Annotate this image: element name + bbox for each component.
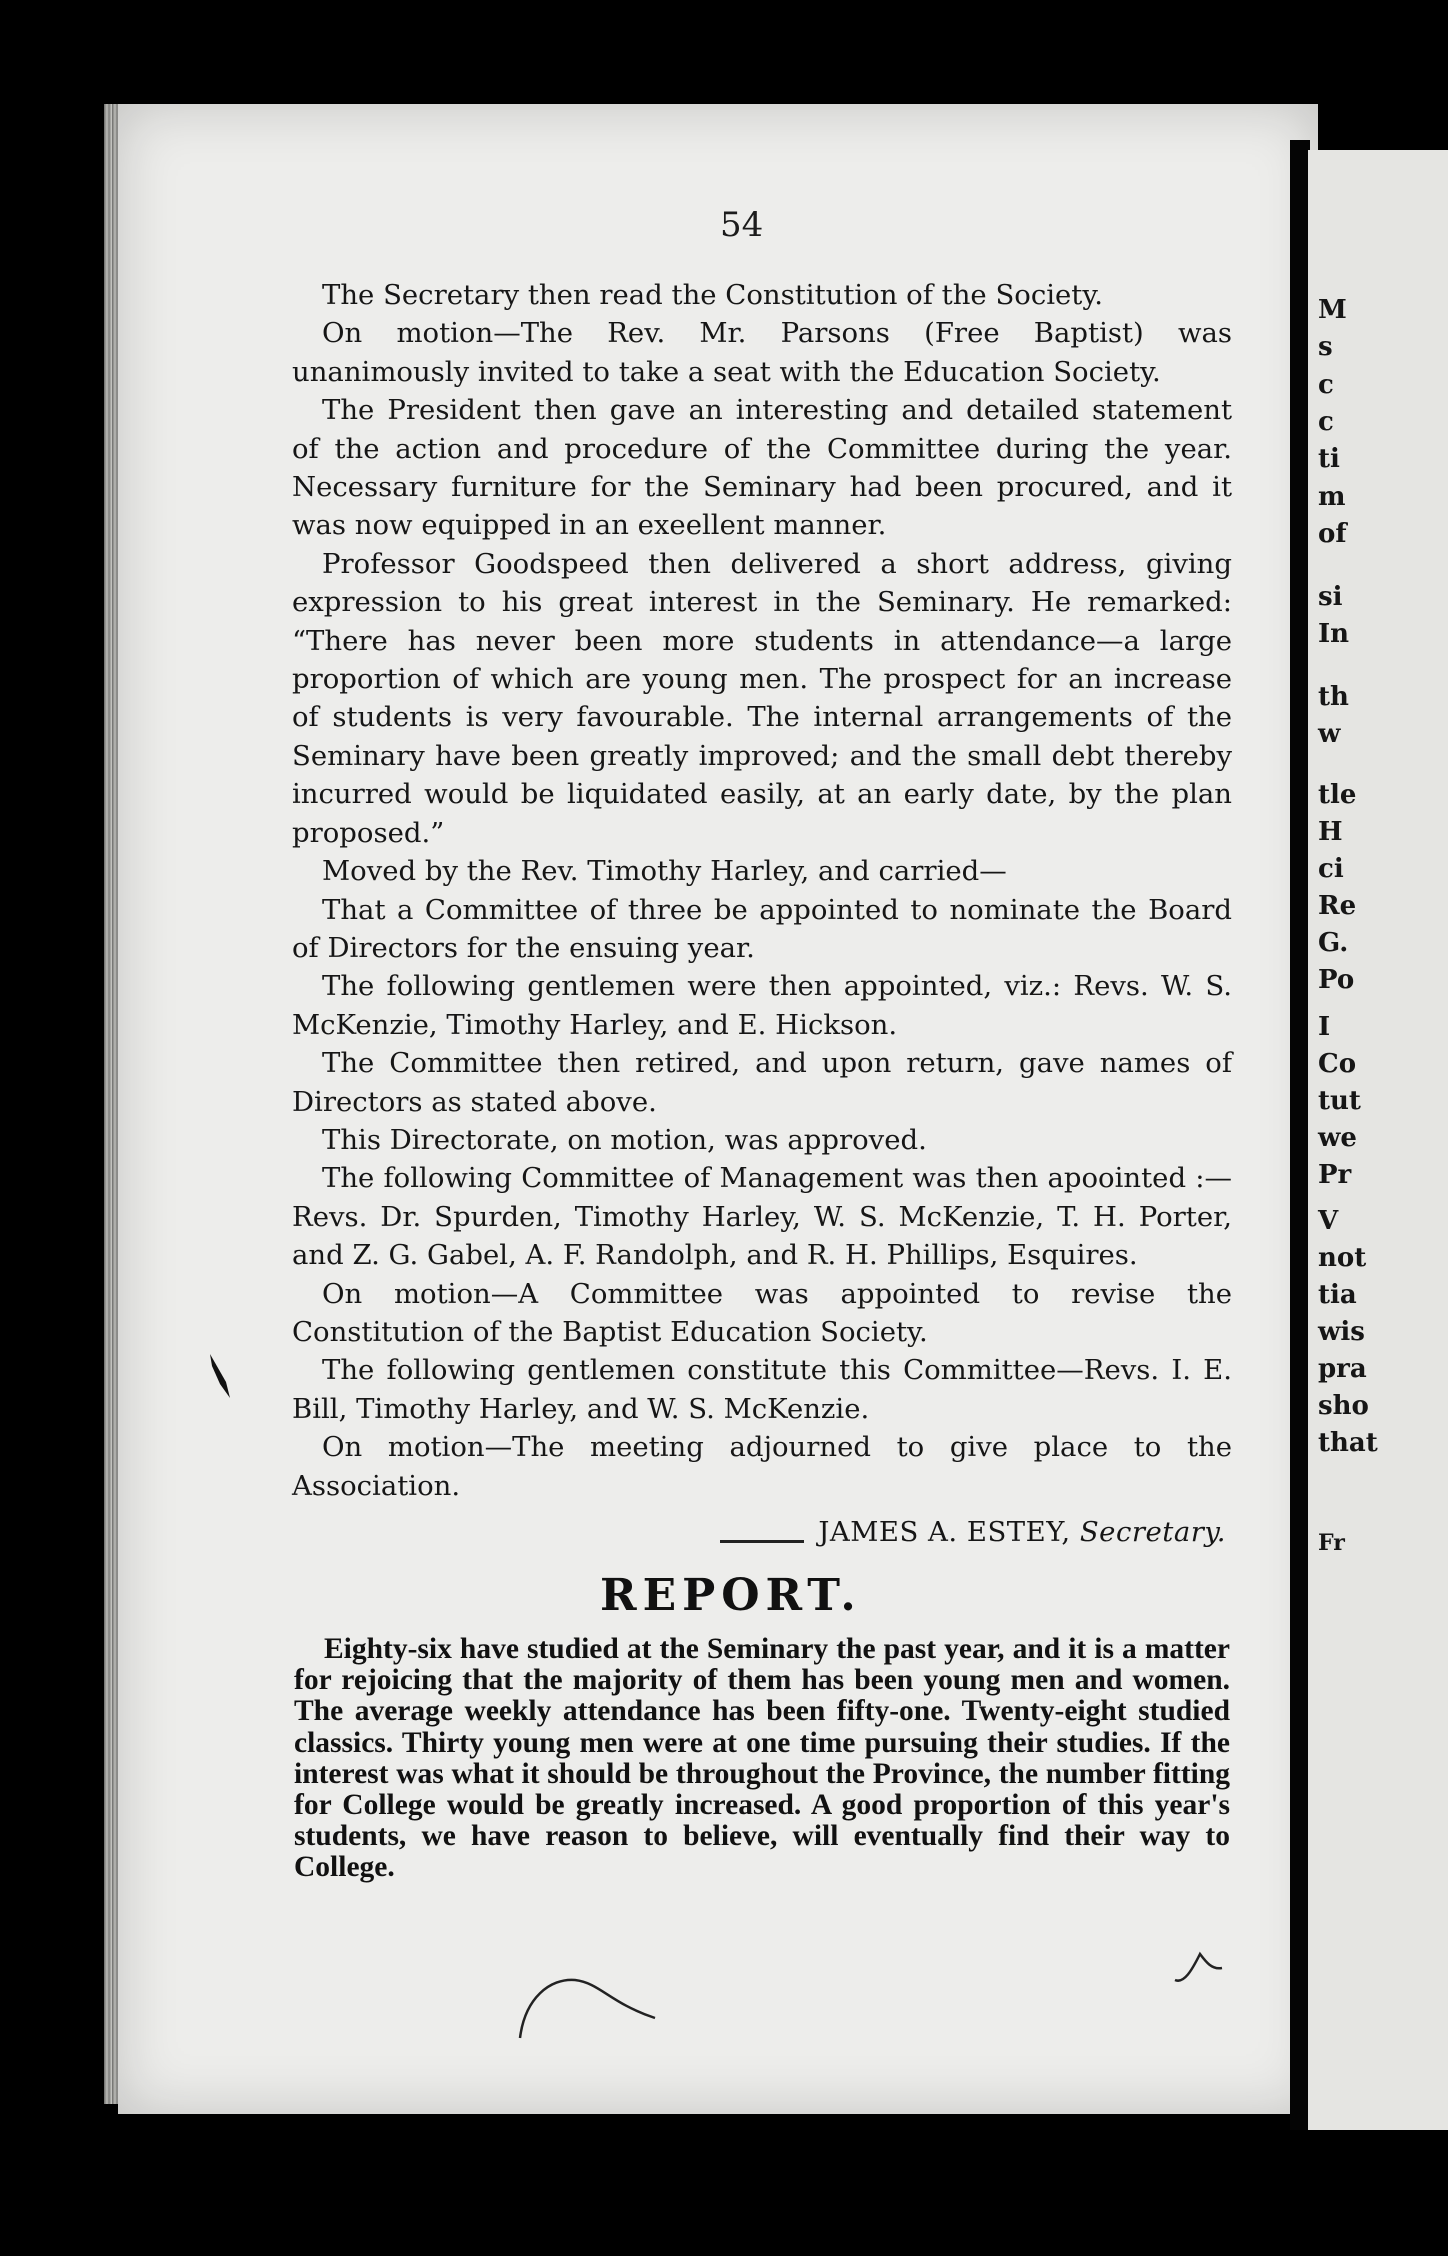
ink-mark [206, 1352, 236, 1402]
right-page-text: tia [1318, 1280, 1357, 1310]
paragraph: The following gentlemen constitute this Committee—Revs. I. E. Bill, Timothy Harley, and W. S. McKenzie. [292, 1354, 1232, 1425]
paragraph: The following Committee of Management was then apoointed :—Revs. Dr. Spurden, Timothy Harley, W. S. McKenzie, T. H. Porter, and Z. G. Gabel, A. F. Randolph, and R. H. Phillips, Esquires. [292, 1162, 1232, 1272]
signature [292, 1513, 1232, 1551]
paragraph: Professor Goodspeed then delivered a short address, giving expression to his great interest in the Seminary. He remarked: “There has never been more students in attendance—a large proportion of which are young men. The prospect for an increase of students is very favourable. The internal arrangements of the Seminary have been greatly improved; and the small debt thereby incurred would be liquidated easily, at an early date, by the plan proposed.” [292, 547, 1232, 849]
right-page-text: w [1318, 719, 1341, 749]
right-page-text: ti [1318, 444, 1340, 474]
right-page-text: Re [1318, 891, 1357, 921]
right-page-text: tle [1318, 780, 1357, 810]
right-page-text: Co [1318, 1049, 1357, 1079]
paragraph: On motion—A Committee was appointed to revise the Constitution of the Baptist Education Society. [292, 1277, 1232, 1348]
signature-title: Secretary. [1079, 1516, 1226, 1548]
report-paragraph: Eighty-six have studied at the Seminary the past year, and it is a matter for rejoicing that the majority of them has been young men and women. The average weekly attendance has been fifty-one. Twenty-eight studied classics. Thirty young men were at one time pursuing their studies. If the interest was what it should be throughout the Province, the number fitting for College would be greatly increased. A good proportion of this year's students, we have reason to believe, will eventually find their way to College. [294, 1633, 1230, 1884]
right-page-text: we [1318, 1123, 1357, 1153]
paragraph: The following gentlemen were then appointed, viz.: Revs. W. S. McKenzie, Timothy Harley, and E. Hickson. [292, 970, 1232, 1041]
paragraph: The Secretary then read the Constitution of the Society. [322, 279, 1103, 311]
right-page-text: not [1318, 1243, 1367, 1273]
right-page-fragment [1308, 150, 1448, 2130]
right-page-text: pra [1318, 1354, 1367, 1384]
right-page-text: c [1318, 407, 1334, 437]
paragraph: The Committee then retired, and upon return, gave names of Directors as stated above. [292, 1047, 1232, 1118]
paragraph: The President then gave an interesting and detailed statement of the action and procedure of the Committee during the year. Necessary furniture for the Seminary had been procured, and it was now equipped in an exeellent manner. [292, 394, 1232, 542]
book-gutter [1290, 140, 1310, 2130]
right-page-text: Pr [1318, 1160, 1352, 1190]
right-page-text: th [1318, 682, 1349, 712]
right-page-text: m [1318, 482, 1346, 512]
right-page-text: c [1318, 370, 1334, 400]
right-page-text: si [1318, 582, 1343, 612]
paragraph: This Directorate, on motion, was approved. [322, 1123, 927, 1156]
right-page-text: V [1318, 1206, 1339, 1236]
paragraph: Moved by the Rev. Timothy Harley, and carried— [322, 855, 1007, 888]
right-page-text: Fr [1318, 1530, 1345, 1556]
right-page-text: tut [1318, 1086, 1361, 1116]
paragraph: That a Committee of three be appointed to nominate the Board of Directors for the ensuing year. [292, 893, 1232, 964]
minutes-text [292, 276, 1232, 1551]
right-page-text: M [1318, 295, 1347, 325]
signature-name: JAMES A. ESTEY, [818, 1516, 1071, 1548]
section-divider [720, 1540, 804, 1543]
right-page-text: Po [1318, 965, 1355, 995]
right-page-text: ci [1318, 854, 1344, 884]
report-heading: REPORT. [600, 1570, 862, 1621]
pencil-mark [1170, 1944, 1230, 1994]
right-page-text: s [1318, 332, 1333, 362]
right-page-text: I [1318, 1012, 1331, 1042]
right-page-text: H [1318, 817, 1343, 847]
page-number: 54 [720, 205, 764, 245]
right-page-text: that [1318, 1428, 1378, 1458]
right-page-text: G. [1318, 928, 1349, 958]
pencil-mark [515, 1958, 665, 2048]
report-text [294, 1634, 1230, 1884]
right-page-text: In [1318, 619, 1350, 649]
paragraph: On motion—The Rev. Mr. Parsons (Free Baptist) was unanimously invited to take a seat with the Education Society. [292, 317, 1232, 388]
right-page-text: of [1318, 519, 1347, 549]
right-page-text: sho [1318, 1391, 1369, 1421]
right-page-text: wis [1318, 1317, 1365, 1347]
paragraph: On motion—The meeting adjourned to give place to the Association. [292, 1431, 1232, 1502]
